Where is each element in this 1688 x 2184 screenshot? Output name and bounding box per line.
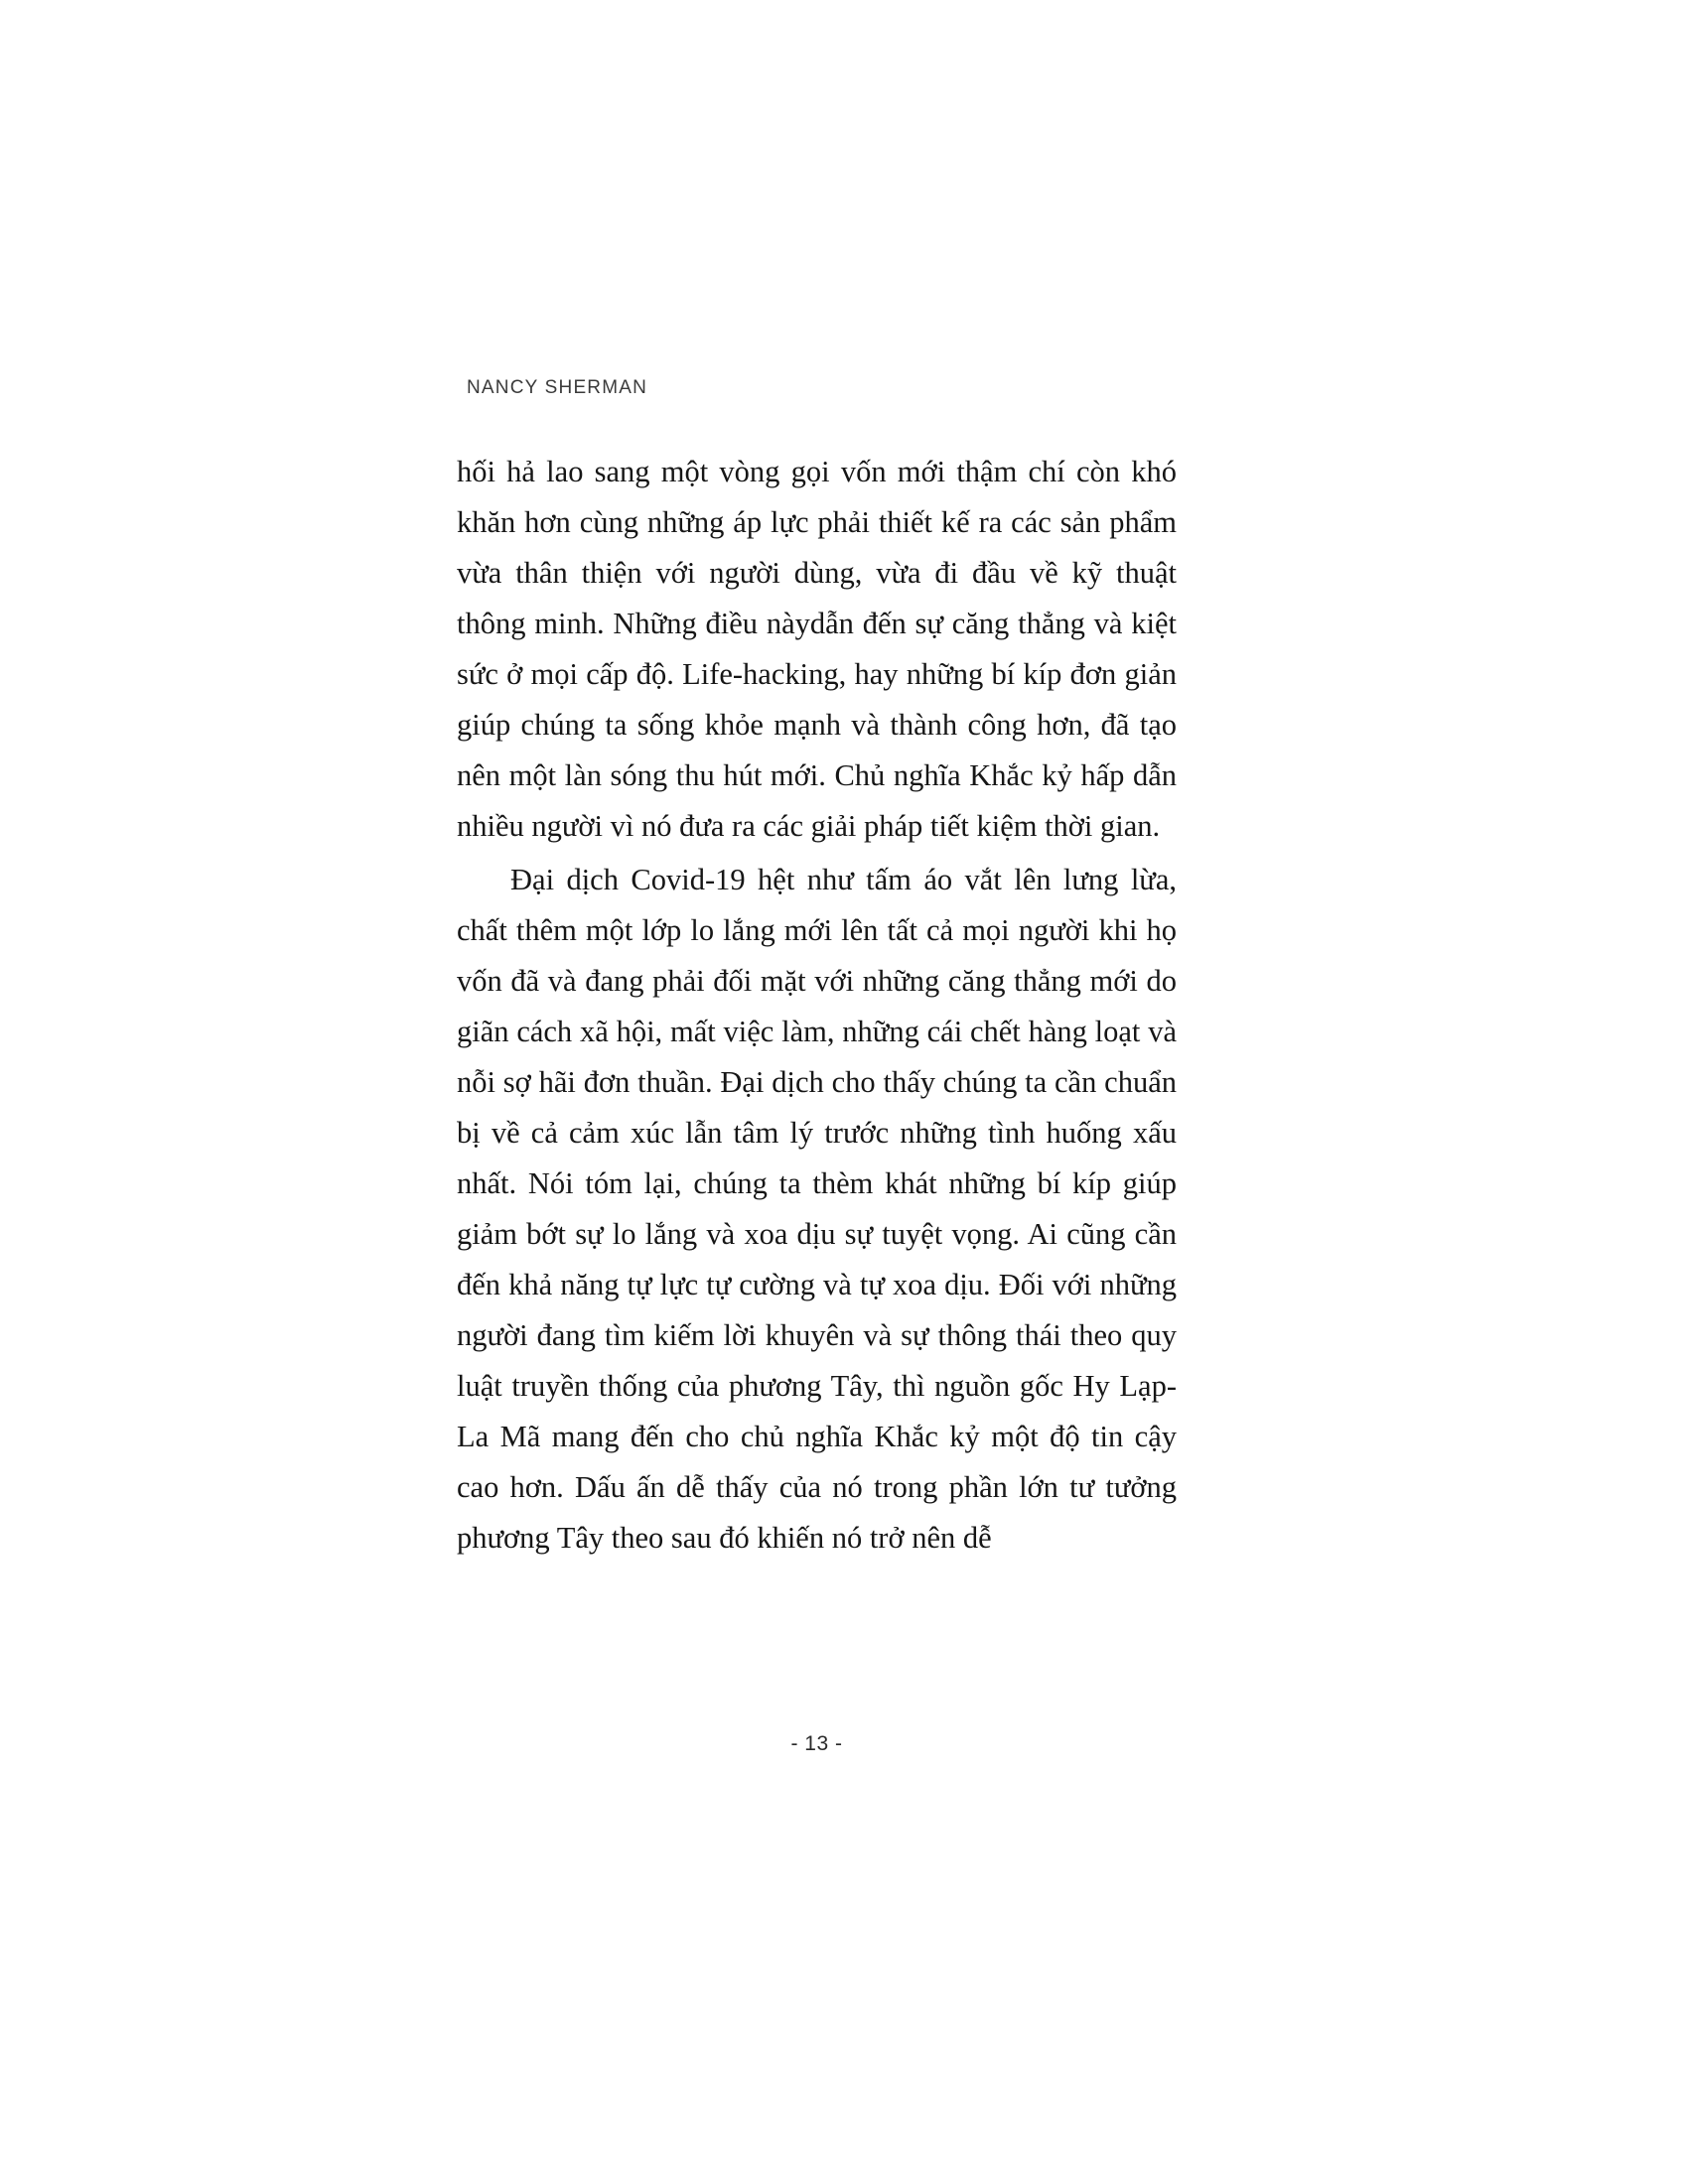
- paragraph-continuation: hối hả lao sang một vòng gọi vốn mới thậm chí còn khó khăn hơn cùng những áp lực phải thiết kế ra các sản phẩm vừa thân thiện với người dùng, vừa đi đầu về kỹ thuật thông minh. Những điều nàydẫn đến sự căng thẳng và kiệt sức ở mọi cấp độ. Life-hacking, hay những bí kíp đơn giản giúp chúng ta sống khỏe mạnh và thành công hơn, đã tạo nên một làn sóng thu hút mới. Chủ nghĩa Khắc kỷ hấp dẫn nhiều người vì nó đưa ra các giải pháp tiết kiệm thời gian.: [457, 455, 1177, 843]
- page-number: - 13 -: [790, 1732, 843, 1755]
- text-column: [457, 377, 1177, 1564]
- paragraph-pandemic: Đại dịch Covid-19 hệt như tấm áo vắt lên lưng lừa, chất thêm một lớp lo lắng mới lên tất cả mọi người khi họ vốn đã và đang phải đối mặt với những căng thẳng mới do giãn cách xã hội, mất việc làm, những cái chết hàng loạt và nỗi sợ hãi đơn thuần. Đại dịch cho thấy chúng ta cần chuẩn bị về cả cảm xúc lẫn tâm lý trước những tình huống xấu nhất. Nói tóm lại, chúng ta thèm khát những bí kíp giúp giảm bớt sự lo lắng và xoa dịu sự tuyệt vọng. Ai cũng cần đến khả năng tự lực tự cường và tự xoa dịu. Đối với những người đang tìm kiếm lời khuyên và sự thông thái theo quy luật truyền thống của phương Tây, thì nguồn gốc Hy Lạp-La Mã mang đến cho chủ nghĩa Khắc kỷ một độ tin cậy cao hơn. Dấu ấn dễ thấy của nó trong phần lớn tư tưởng phương Tây theo sau đó khiến nó trở nên dễ: [457, 863, 1177, 1555]
- running-head-author: NANCY SHERMAN: [467, 377, 648, 398]
